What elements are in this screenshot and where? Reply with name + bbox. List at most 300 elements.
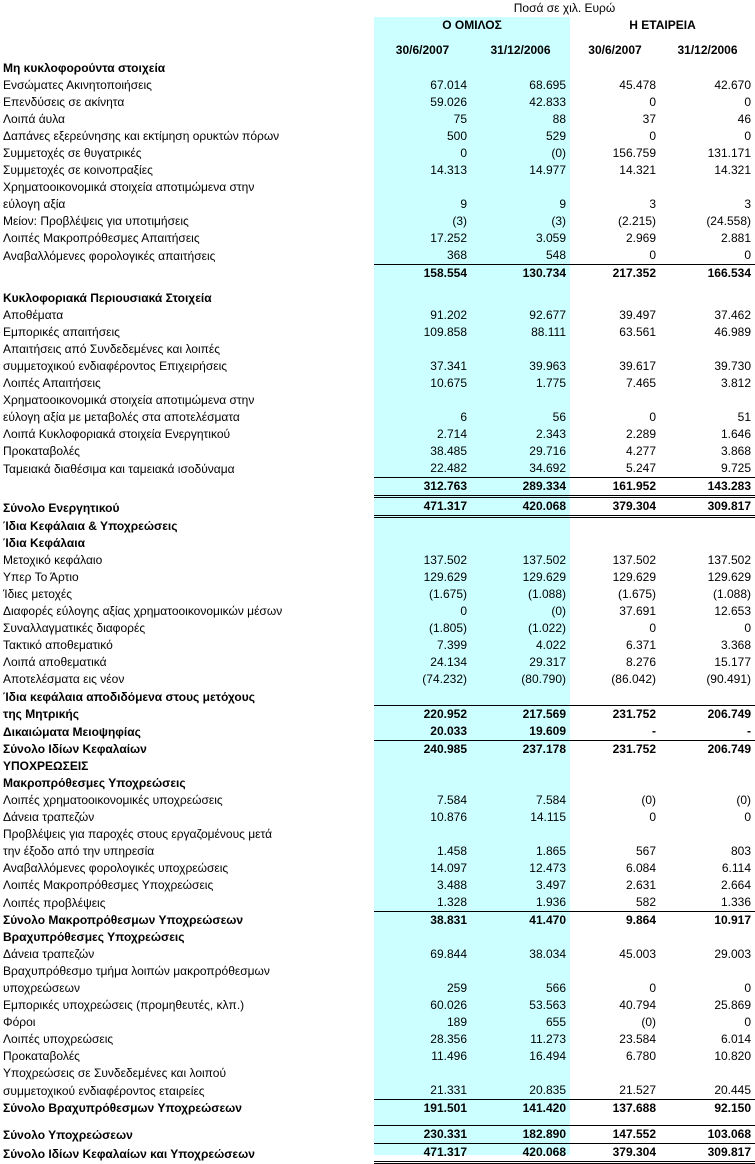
value-cell: 803 (730, 844, 752, 858)
table-row (0, 1065, 755, 1082)
value-cell: 6.014 (720, 1032, 752, 1046)
value-cell (660, 392, 755, 409)
row-label: συμμετοχικού ενδιαφέροντος Επιχειρήσεις (3, 359, 228, 373)
table-row (0, 517, 755, 536)
table-row (0, 792, 755, 809)
row-label: Διαφορές εύλογης αξίας χρηματοοικονομικών μέσων (3, 604, 283, 618)
value-cell (570, 963, 660, 980)
value-cell: 39.617 (619, 359, 656, 373)
value-cell: 137.502 (707, 553, 752, 567)
value-cell (570, 290, 660, 307)
value-cell: 379.304 (570, 1144, 660, 1163)
value-cell: 143.283 (660, 478, 755, 497)
value-cell: 368 (446, 248, 467, 262)
table-row (0, 706, 755, 724)
date-header: 30/6/2007 (395, 43, 450, 57)
value-cell: 129.629 (522, 570, 566, 584)
row-label: Χρηματοοικονομικά στοιχεία αποτιμώμενα στην (3, 393, 255, 407)
value-cell (570, 1117, 660, 1126)
value-cell (570, 688, 660, 706)
table-row (0, 723, 755, 741)
value-cell: 37 (642, 112, 656, 126)
value-cell: (2.215) (617, 214, 656, 228)
value-cell (660, 929, 755, 946)
row-label: Μετοχικό κεφάλαιο (3, 553, 103, 567)
row-label: Δάνεια τραπεζών (3, 810, 95, 824)
row-label: Προκαταβολές (3, 444, 80, 458)
value-cell: 1.336 (720, 895, 752, 909)
value-cell: 28.356 (430, 1032, 467, 1046)
value-cell (570, 1065, 660, 1082)
value-cell: 8.276 (625, 655, 656, 669)
value-cell (570, 826, 660, 843)
amounts-note-row (0, 0, 755, 17)
value-cell: 14.097 (430, 861, 467, 875)
value-cell (660, 60, 755, 77)
value-cell: 230.331 (374, 1126, 471, 1144)
value-cell: 582 (635, 895, 656, 909)
row-label: Κυκλοφοριακά Περιουσιακά Στοιχεία (3, 291, 212, 305)
row-label: Συμμετοχές σε θυγατρικές (3, 146, 142, 160)
value-cell (374, 282, 471, 290)
value-cell: 7.584 (436, 793, 467, 807)
value-cell (471, 758, 570, 775)
value-cell: 14.321 (714, 163, 752, 177)
table-row (0, 230, 755, 247)
value-cell: 46 (737, 112, 752, 126)
row-label: εύλογη αξία (3, 197, 66, 211)
value-cell: 22.482 (430, 461, 467, 475)
row-label: Δάνεια τραπεζών (3, 947, 95, 961)
table-row (0, 1144, 755, 1163)
value-cell: 92.677 (529, 308, 566, 322)
value-cell (374, 1065, 471, 1082)
table-row (0, 443, 755, 460)
value-cell: (0) (641, 1015, 656, 1029)
value-cell: 309.817 (660, 1144, 755, 1163)
value-cell: 17.252 (430, 231, 467, 245)
table-row (0, 552, 755, 569)
value-cell (471, 775, 570, 792)
table-row (0, 809, 755, 826)
table-row (0, 912, 755, 930)
value-cell (660, 1065, 755, 1082)
value-cell: 191.501 (374, 1100, 471, 1118)
value-cell: 147.552 (570, 1126, 660, 1144)
row-label: Λοιπά Κυκλοφοριακά στοιχεία Ενεργητικού (3, 427, 231, 441)
value-cell: 312.763 (374, 478, 471, 497)
value-cell: 240.985 (374, 741, 471, 759)
value-cell (660, 341, 755, 358)
value-cell: 51 (737, 410, 752, 424)
value-cell: 6.084 (625, 861, 656, 875)
value-cell: 130.734 (471, 265, 570, 283)
value-cell (374, 535, 471, 552)
value-cell (471, 1117, 570, 1126)
value-cell: 38.831 (374, 912, 471, 930)
value-cell: 40.794 (619, 998, 656, 1012)
value-cell: 1.646 (720, 427, 752, 441)
value-cell: (24.558) (706, 214, 752, 228)
value-cell: 2.343 (535, 427, 566, 441)
value-cell: 3.059 (535, 231, 566, 245)
value-cell: 9 (559, 197, 566, 211)
table-row (0, 213, 755, 230)
row-label: Συναλλαγματικές διαφορές (3, 621, 146, 635)
table-row (0, 1031, 755, 1048)
value-cell: 59.026 (430, 95, 467, 109)
row-label: Επενδύσεις σε ακίνητα (3, 95, 125, 109)
value-cell: - (747, 724, 752, 738)
value-cell: 109.858 (423, 325, 467, 339)
row-label: Χρηματοοικονομικά στοιχεία αποτιμώμενα στην (3, 180, 255, 194)
value-cell: 45.478 (619, 78, 656, 92)
row-label: της Μητρικής (3, 707, 79, 721)
blank-cell (570, 34, 660, 42)
value-cell: 379.304 (570, 497, 660, 517)
value-cell: 14.313 (430, 163, 467, 177)
value-cell: 2.714 (436, 427, 467, 441)
value-cell: 9.725 (720, 461, 752, 475)
table-row (0, 94, 755, 111)
row-label: Λοιπά αποθεματικά (3, 655, 107, 669)
value-cell (660, 758, 755, 775)
value-cell (374, 775, 471, 792)
table-row (0, 247, 755, 265)
value-cell: 11.496 (431, 1049, 467, 1063)
row-label: Βραχυπρόθεσμες Υποχρεώσεις (3, 930, 185, 944)
value-cell: 14.321 (619, 163, 656, 177)
value-cell: 0 (744, 981, 752, 995)
value-cell (471, 290, 570, 307)
column-group-row (0, 17, 755, 34)
table-row (0, 1117, 755, 1126)
value-cell (374, 758, 471, 775)
row-label: Συμμετοχές σε κοινοπραξίες (3, 163, 153, 177)
value-cell: 567 (635, 844, 656, 858)
value-cell: 309.817 (660, 497, 755, 517)
value-cell: 217.352 (570, 265, 660, 283)
row-label: Λοιπές Μακροπρόθεσμες Απαιτήσεις (3, 231, 200, 245)
table-row (0, 843, 755, 860)
value-cell (660, 688, 755, 706)
value-cell: 6.371 (625, 638, 656, 652)
header-spacer (0, 34, 755, 42)
blank-cell (0, 42, 374, 60)
table-row (0, 145, 755, 162)
value-cell: 25.869 (714, 998, 752, 1012)
value-cell: (3) (551, 214, 566, 228)
value-cell: 10.820 (714, 1049, 752, 1063)
value-cell: 1.936 (535, 895, 566, 909)
row-label: Μείον: Προβλέψεις για υποτιμήσεις (3, 214, 189, 228)
value-cell (471, 392, 570, 409)
value-cell: 166.534 (660, 265, 755, 283)
row-label: Λοιπές Απαιτήσεις (3, 376, 101, 390)
row-label: Αποτελέσματα εις νέον (3, 672, 125, 686)
value-cell (471, 1065, 570, 1082)
value-cell: 655 (545, 1015, 566, 1029)
value-cell: 16.494 (529, 1049, 566, 1063)
value-cell: 42.670 (714, 78, 752, 92)
value-cell (660, 1117, 755, 1126)
value-cell: 206.749 (660, 741, 755, 759)
row-label: Αποθέματα (3, 308, 64, 322)
value-cell: 39.963 (529, 359, 566, 373)
value-cell: 9.864 (570, 912, 660, 930)
value-cell: 15.177 (714, 655, 752, 669)
value-cell: 37.462 (714, 308, 752, 322)
table-row (0, 409, 755, 426)
value-cell: (0) (736, 793, 752, 807)
value-cell (570, 60, 660, 77)
value-cell: 3.868 (720, 444, 752, 458)
value-cell: 161.952 (570, 478, 660, 497)
value-cell: 34.692 (529, 461, 566, 475)
value-cell: 21.331 (430, 1083, 467, 1097)
table-row (0, 1048, 755, 1065)
table-row (0, 620, 755, 637)
table-row (0, 997, 755, 1014)
value-cell (374, 517, 471, 536)
row-label: Σύνολο Ιδίων Κεφαλαίων (3, 742, 147, 756)
value-cell: 2.664 (720, 878, 752, 892)
value-cell: 41.470 (471, 912, 570, 930)
value-cell: 37.341 (430, 359, 467, 373)
value-cell: 420.068 (471, 1144, 570, 1163)
value-cell: 56 (552, 410, 566, 424)
value-cell: 1.458 (436, 844, 467, 858)
value-cell (374, 341, 471, 358)
table-row (0, 497, 755, 517)
value-cell (660, 535, 755, 552)
row-label: υποχρεώσεων (3, 981, 80, 995)
value-cell: (86.042) (611, 672, 656, 686)
value-cell: 156.759 (612, 146, 656, 160)
value-cell (570, 282, 660, 290)
value-cell: 7.584 (535, 793, 566, 807)
table-row (0, 826, 755, 843)
table-row (0, 1082, 755, 1100)
value-cell: 231.752 (570, 741, 660, 759)
value-cell: (0) (641, 793, 656, 807)
value-cell: 46.989 (714, 325, 752, 339)
value-cell: 37.691 (619, 604, 656, 618)
value-cell: 217.569 (471, 706, 570, 724)
value-cell: 0 (744, 129, 752, 143)
value-cell: 182.890 (471, 1126, 570, 1144)
value-cell: 137.502 (423, 553, 467, 567)
value-cell: 0 (649, 810, 656, 824)
value-cell: 259 (446, 981, 467, 995)
value-cell: 69.844 (430, 947, 467, 961)
value-cell: 4.277 (625, 444, 656, 458)
row-label (0, 282, 374, 290)
value-cell: 189 (446, 1015, 467, 1029)
value-cell (570, 341, 660, 358)
value-cell: 0 (744, 621, 752, 635)
table-row (0, 290, 755, 307)
value-cell: 2.969 (625, 231, 656, 245)
value-cell: 529 (545, 129, 566, 143)
blank-cell (374, 34, 471, 42)
row-label: Ενσώματες Ακινητοποιήσεις (3, 78, 152, 92)
row-label: Δαπάνες εξερεύνησης και εκτίμηση ορυκτών πόρων (3, 129, 280, 143)
value-cell: 60.026 (430, 998, 467, 1012)
value-cell: 0 (649, 410, 656, 424)
table-row (0, 654, 755, 671)
row-label: εύλογη αξία με μεταβολές στα αποτελέσματα (3, 410, 240, 424)
table-row (0, 569, 755, 586)
row-label: Σύνολο Ενεργητικού (3, 500, 120, 515)
table-row (0, 929, 755, 946)
value-cell: (3) (452, 214, 467, 228)
value-cell (660, 290, 755, 307)
value-cell: 158.554 (374, 265, 471, 283)
value-cell: 231.752 (570, 706, 660, 724)
value-cell: 67.014 (430, 78, 467, 92)
blank-cell (0, 0, 374, 17)
value-cell (374, 929, 471, 946)
row-label: Βραχυπρόθεσμο τμήμα λοιπών μακροπρόθεσμων (3, 964, 270, 978)
table-row (0, 671, 755, 688)
value-cell (660, 963, 755, 980)
value-cell: 500 (446, 129, 467, 143)
row-label: Σύνολο Ιδίων Κεφαλαίων και Υποχρεώσεων (3, 1146, 255, 1161)
value-cell: 42.833 (529, 95, 566, 109)
value-cell: 206.749 (660, 706, 755, 724)
table-row (0, 426, 755, 443)
value-cell: 0 (460, 146, 467, 160)
value-cell: (1.675) (617, 587, 656, 601)
value-cell: 0 (744, 95, 752, 109)
value-cell: 21.527 (619, 1083, 656, 1097)
table-row (0, 1014, 755, 1031)
value-cell: 88.111 (531, 325, 566, 339)
value-cell: 23.584 (619, 1032, 656, 1046)
row-label: Αναβαλλόμενες φορολογικές απαιτήσεις (3, 248, 216, 263)
table-row (0, 375, 755, 392)
value-cell: (1.088) (527, 587, 566, 601)
table-row (0, 60, 755, 77)
row-label: Λοιπές προβλέψεις (3, 895, 106, 910)
date-header: 31/12/2006 (677, 43, 738, 57)
row-label: Σύνολο Μακροπρόθεσμων Υποχρεώσεων (3, 913, 244, 927)
table-row (0, 775, 755, 792)
value-cell: 10.917 (660, 912, 755, 930)
table-row (0, 341, 755, 358)
table-row (0, 877, 755, 894)
value-cell: 9 (460, 197, 467, 211)
table-row (0, 128, 755, 145)
blank-cell (0, 34, 374, 42)
value-cell: 0 (649, 129, 656, 143)
value-cell: 3.812 (720, 376, 752, 390)
value-cell: 29.317 (529, 655, 566, 669)
row-label (0, 1117, 374, 1126)
value-cell: 5.247 (625, 461, 656, 475)
value-cell: 129.629 (423, 570, 467, 584)
value-cell: 0 (744, 810, 752, 824)
value-cell: 420.068 (471, 497, 570, 517)
value-cell: 141.420 (471, 1100, 570, 1118)
row-label: Λοιπές χρηματοοικονομικές υποχρεώσεις (3, 793, 223, 807)
value-cell (471, 179, 570, 196)
value-cell: 0 (744, 1015, 752, 1029)
value-cell: 11.273 (530, 1032, 566, 1046)
table-row (0, 637, 755, 654)
row-label: Υποχρεώσεις σε Συνδεδεμένες και λοιπού (3, 1066, 227, 1080)
value-cell (471, 282, 570, 290)
value-cell: 91.202 (430, 308, 467, 322)
value-cell: 6.114 (721, 861, 752, 875)
value-cell: 39.730 (714, 359, 752, 373)
value-cell: 129.629 (707, 570, 752, 584)
value-cell: 3.488 (436, 878, 467, 892)
value-cell: (1.805) (428, 621, 467, 635)
value-cell: (1.675) (428, 587, 467, 601)
blank-cell (471, 34, 570, 42)
table-row (0, 111, 755, 128)
value-cell: 220.952 (374, 706, 471, 724)
value-cell: 3 (744, 197, 752, 211)
group-header: Ο ΟΜΙΛΟΣ (442, 18, 502, 32)
value-cell (374, 290, 471, 307)
value-cell (471, 535, 570, 552)
value-cell: 0 (649, 621, 656, 635)
date-header: 31/12/2006 (490, 43, 551, 57)
value-cell (570, 758, 660, 775)
table-row (0, 741, 755, 759)
value-cell: (1.088) (712, 587, 752, 601)
value-cell: 14.115 (530, 810, 566, 824)
value-cell (374, 179, 471, 196)
row-label (0, 265, 374, 283)
value-cell: 137.502 (612, 553, 656, 567)
value-cell: 6 (460, 410, 467, 424)
row-label: Φόροι (3, 1015, 36, 1029)
row-label: Μακροπρόθεσμες Υποχρεώσεις (3, 776, 186, 790)
value-cell: 4.022 (535, 638, 566, 652)
value-cell: (90.491) (706, 672, 752, 686)
value-cell: 38.034 (529, 947, 566, 961)
value-cell: (0) (551, 604, 566, 618)
row-label: ΥΠΟΧΡΕΩΣΕΙΣ (3, 759, 89, 773)
company-header: Η ΕΤΑΙΡΕΙΑ (629, 18, 696, 32)
value-cell: 471.317 (374, 1144, 471, 1163)
value-cell: 129.629 (612, 570, 656, 584)
table-row (0, 460, 755, 478)
value-cell: 20.445 (714, 1083, 752, 1097)
value-cell: 471.317 (374, 497, 471, 517)
value-cell: (1.022) (527, 621, 566, 635)
value-cell (570, 775, 660, 792)
value-cell: 289.334 (471, 478, 570, 497)
value-cell: 20.033 (430, 724, 467, 738)
table-row (0, 196, 755, 213)
value-cell (570, 517, 660, 536)
table-row (0, 894, 755, 912)
value-cell: 6.780 (625, 1049, 656, 1063)
value-cell: 3.368 (720, 638, 752, 652)
value-cell: 566 (545, 981, 566, 995)
dates-row (0, 42, 755, 60)
row-label: Λοιπές Μακροπρόθεσμες Υποχρεώσεις (3, 878, 214, 892)
value-cell: 88 (552, 112, 566, 126)
value-cell: 137.502 (522, 553, 566, 567)
value-cell: 0 (744, 248, 752, 262)
value-cell: 0 (649, 95, 656, 109)
